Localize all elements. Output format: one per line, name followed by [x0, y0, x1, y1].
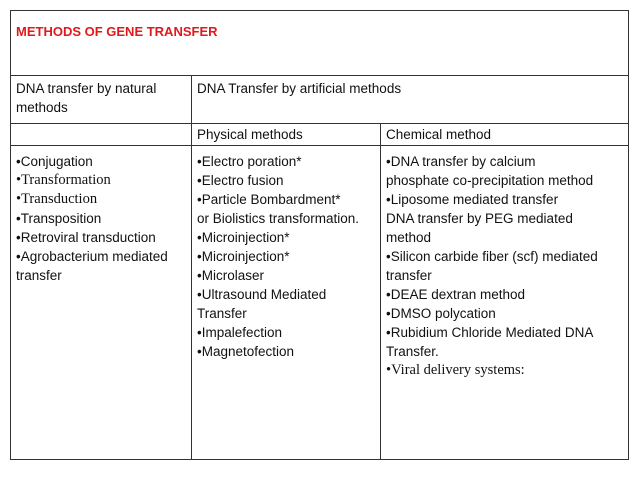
- list-item: •Liposome mediated transfer: [386, 192, 559, 207]
- artificial-methods-header-text: DNA Transfer by artificial methods: [197, 81, 402, 96]
- list-item: •Microinjection*: [197, 249, 290, 264]
- list-item: •Microlaser: [197, 268, 264, 283]
- physical-methods-cell: [192, 146, 381, 460]
- list-item: method: [386, 230, 432, 245]
- physical-methods-header: [192, 124, 381, 146]
- list-item: •Magnetofection: [197, 344, 295, 359]
- natural-methods-cell: [11, 146, 192, 460]
- gene-transfer-table: [10, 10, 629, 460]
- list-item: •Particle Bombardment*: [197, 192, 341, 207]
- list-item: •Microinjection*: [197, 230, 290, 245]
- list-item: •Transposition: [16, 211, 102, 226]
- list-item: transfer: [386, 268, 432, 283]
- natural-methods-header: [11, 76, 192, 124]
- list-item: phosphate co-precipitation method: [386, 173, 594, 188]
- table-title: METHODS OF GENE TRANSFER: [16, 24, 218, 39]
- list-item: •Electro poration*: [197, 154, 302, 169]
- chemical-method-header: [381, 124, 629, 146]
- list-item: transfer: [16, 268, 62, 283]
- chemical-method-cell: [381, 146, 629, 460]
- list-item: DNA transfer by PEG mediated: [386, 211, 573, 226]
- list-item: •DMSO polycation: [386, 306, 496, 321]
- list-item: or Biolistics transformation.: [197, 211, 360, 226]
- list-item: •Retroviral transduction: [16, 230, 156, 245]
- list-item: •Conjugation: [16, 154, 93, 169]
- list-item: Transfer: [197, 306, 247, 321]
- empty-subheader-cell: [11, 124, 192, 146]
- title-cell: [11, 11, 629, 76]
- chemical-method-header-text: Chemical method: [386, 127, 492, 142]
- list-item: Transfer.: [386, 344, 439, 359]
- list-item: •DEAE dextran method: [386, 287, 526, 302]
- natural-methods-header-text: DNA transfer by natural methods: [16, 81, 157, 115]
- list-item: •Ultrasound Mediated: [197, 287, 327, 302]
- list-item: •Impalefection: [197, 325, 283, 340]
- list-item: •DNA transfer by calcium: [386, 154, 536, 169]
- list-item: •Silicon carbide fiber (scf) mediated: [386, 249, 598, 264]
- physical-methods-header-text: Physical methods: [197, 127, 303, 142]
- list-item: •Transduction: [16, 191, 98, 207]
- artificial-methods-header: [192, 76, 629, 124]
- list-item: •Rubidium Chloride Mediated DNA: [386, 325, 594, 340]
- list-item: •Agrobacterium mediated: [16, 249, 168, 264]
- list-item: •Viral delivery systems:: [386, 362, 525, 378]
- list-item: •Electro fusion: [197, 173, 284, 188]
- list-item: •Transformation: [16, 172, 111, 188]
